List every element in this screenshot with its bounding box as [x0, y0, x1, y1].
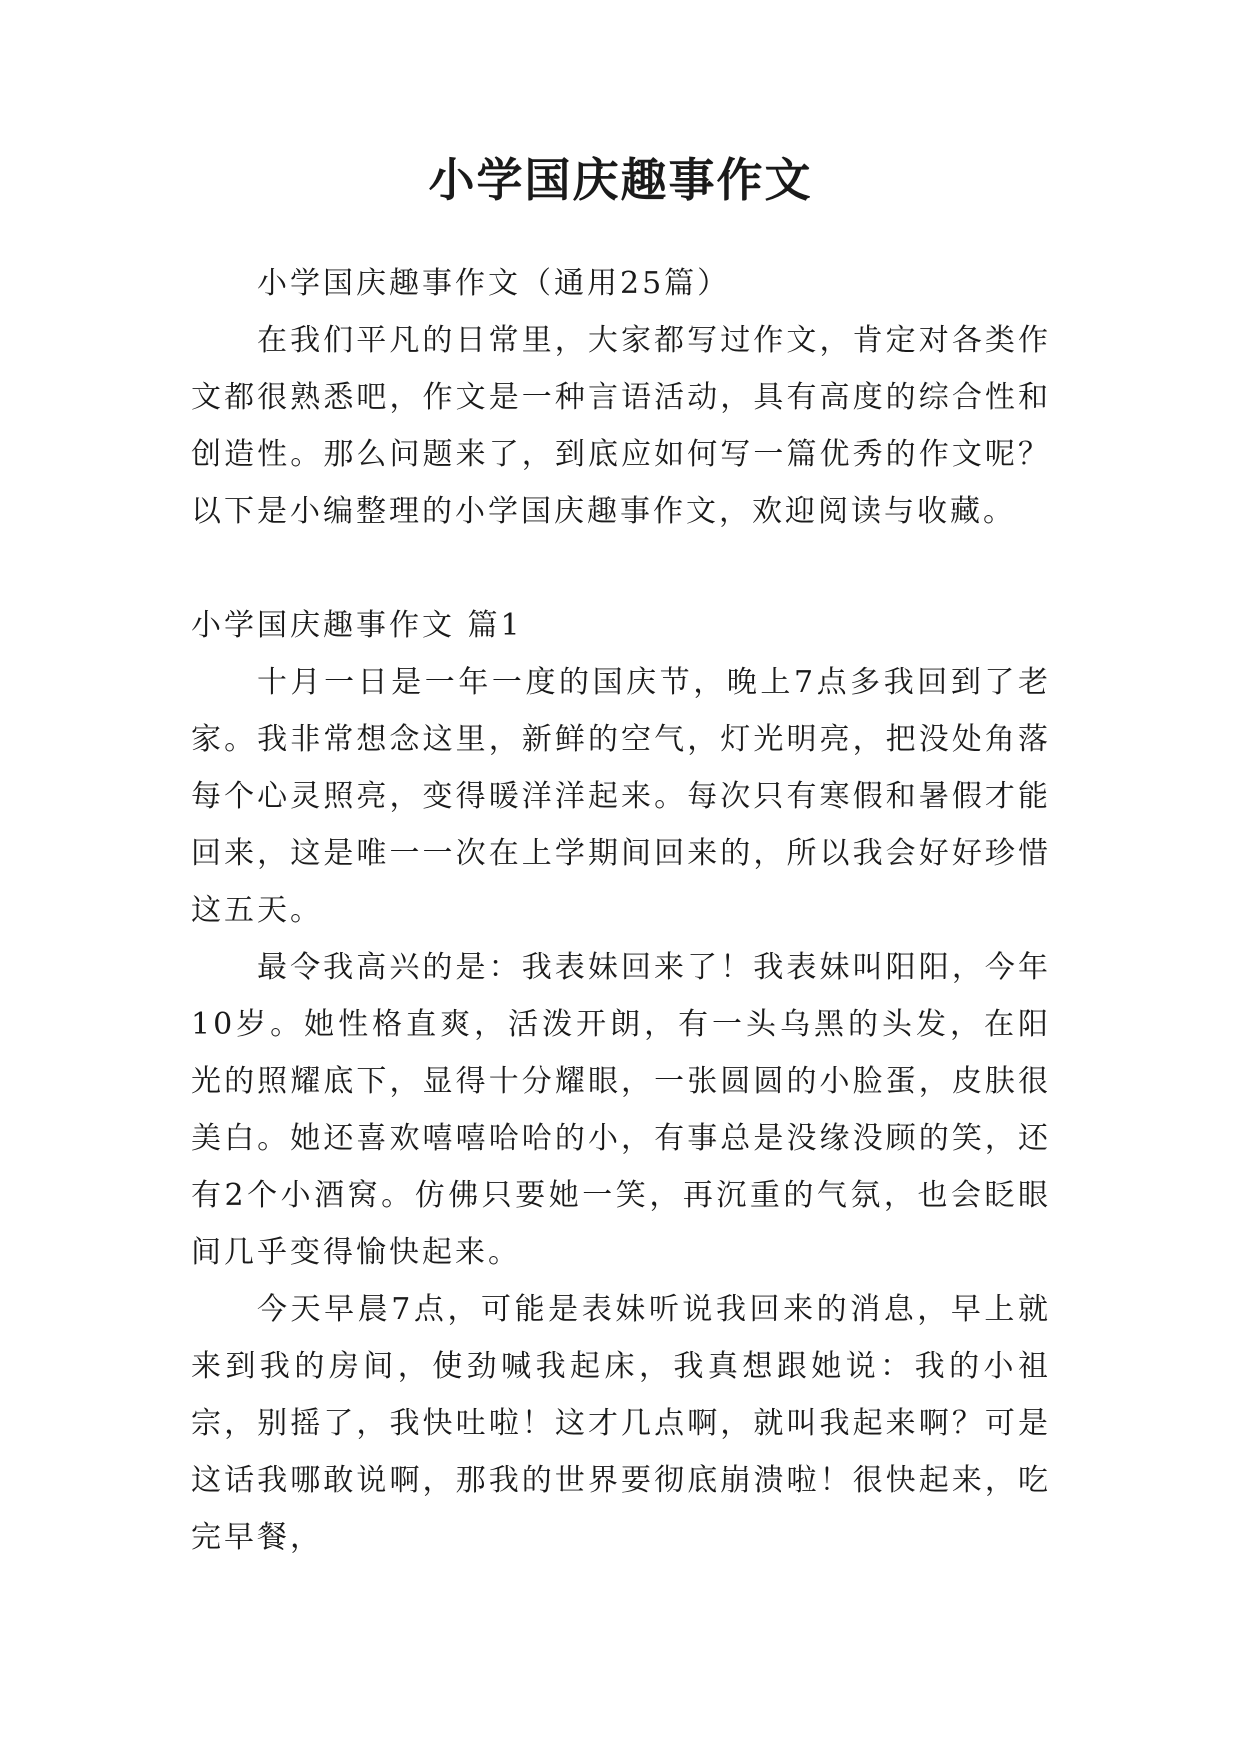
document-title: 小学国庆趣事作文: [428, 153, 813, 207]
intro-paragraph: 在我们平凡的日常里，大家都写过作文，肯定对各类作文都很熟悉吧，作文是一种言语活动，具有高度的综合性和创造性。那么问题来了，到底应如何写一篇优秀的作文呢？以下是小编整理的小学国庆趣事作文，欢迎阅读与收藏。: [191, 323, 1051, 529]
document-subtitle: 小学国庆趣事作文（通用25篇）: [257, 266, 731, 301]
document-body: [191, 255, 1051, 1566]
section-heading: 小学国庆趣事作文 篇1: [191, 608, 523, 643]
paragraph-gap: [191, 540, 1051, 597]
body-paragraph: 最令我高兴的是：我表妹回来了！我表妹叫阳阳，今年10岁。她性格直爽，活泼开朗，有一头乌黑的头发，在阳光的照耀底下，显得十分耀眼，一张圆圆的小脸蛋，皮肤很美白。她还喜欢嘻嘻哈哈的小，有事总是没缘没顾的笑，还有2个小酒窝。仿佛只要她一笑，再沉重的气氛，也会眨眼间几乎变得愉快起来。: [191, 950, 1051, 1270]
body-paragraph: 今天早晨7点，可能是表妹听说我回来的消息，早上就来到我的房间，使劲喊我起床，我真想跟她说：我的小祖宗，别摇了，我快吐啦！这才几点啊，就叫我起来啊？可是这话我哪敢说啊，那我的世界要彻底崩溃啦！很快起来，吃完早餐，: [191, 1292, 1051, 1555]
body-paragraph: 十月一日是一年一度的国庆节，晚上7点多我回到了老家。我非常想念这里，新鲜的空气，灯光明亮，把没处角落每个心灵照亮，变得暖洋洋起来。每次只有寒假和暑假才能回来，这是唯一一次在上学期间回来的，所以我会好好珍惜这五天。: [191, 665, 1051, 928]
